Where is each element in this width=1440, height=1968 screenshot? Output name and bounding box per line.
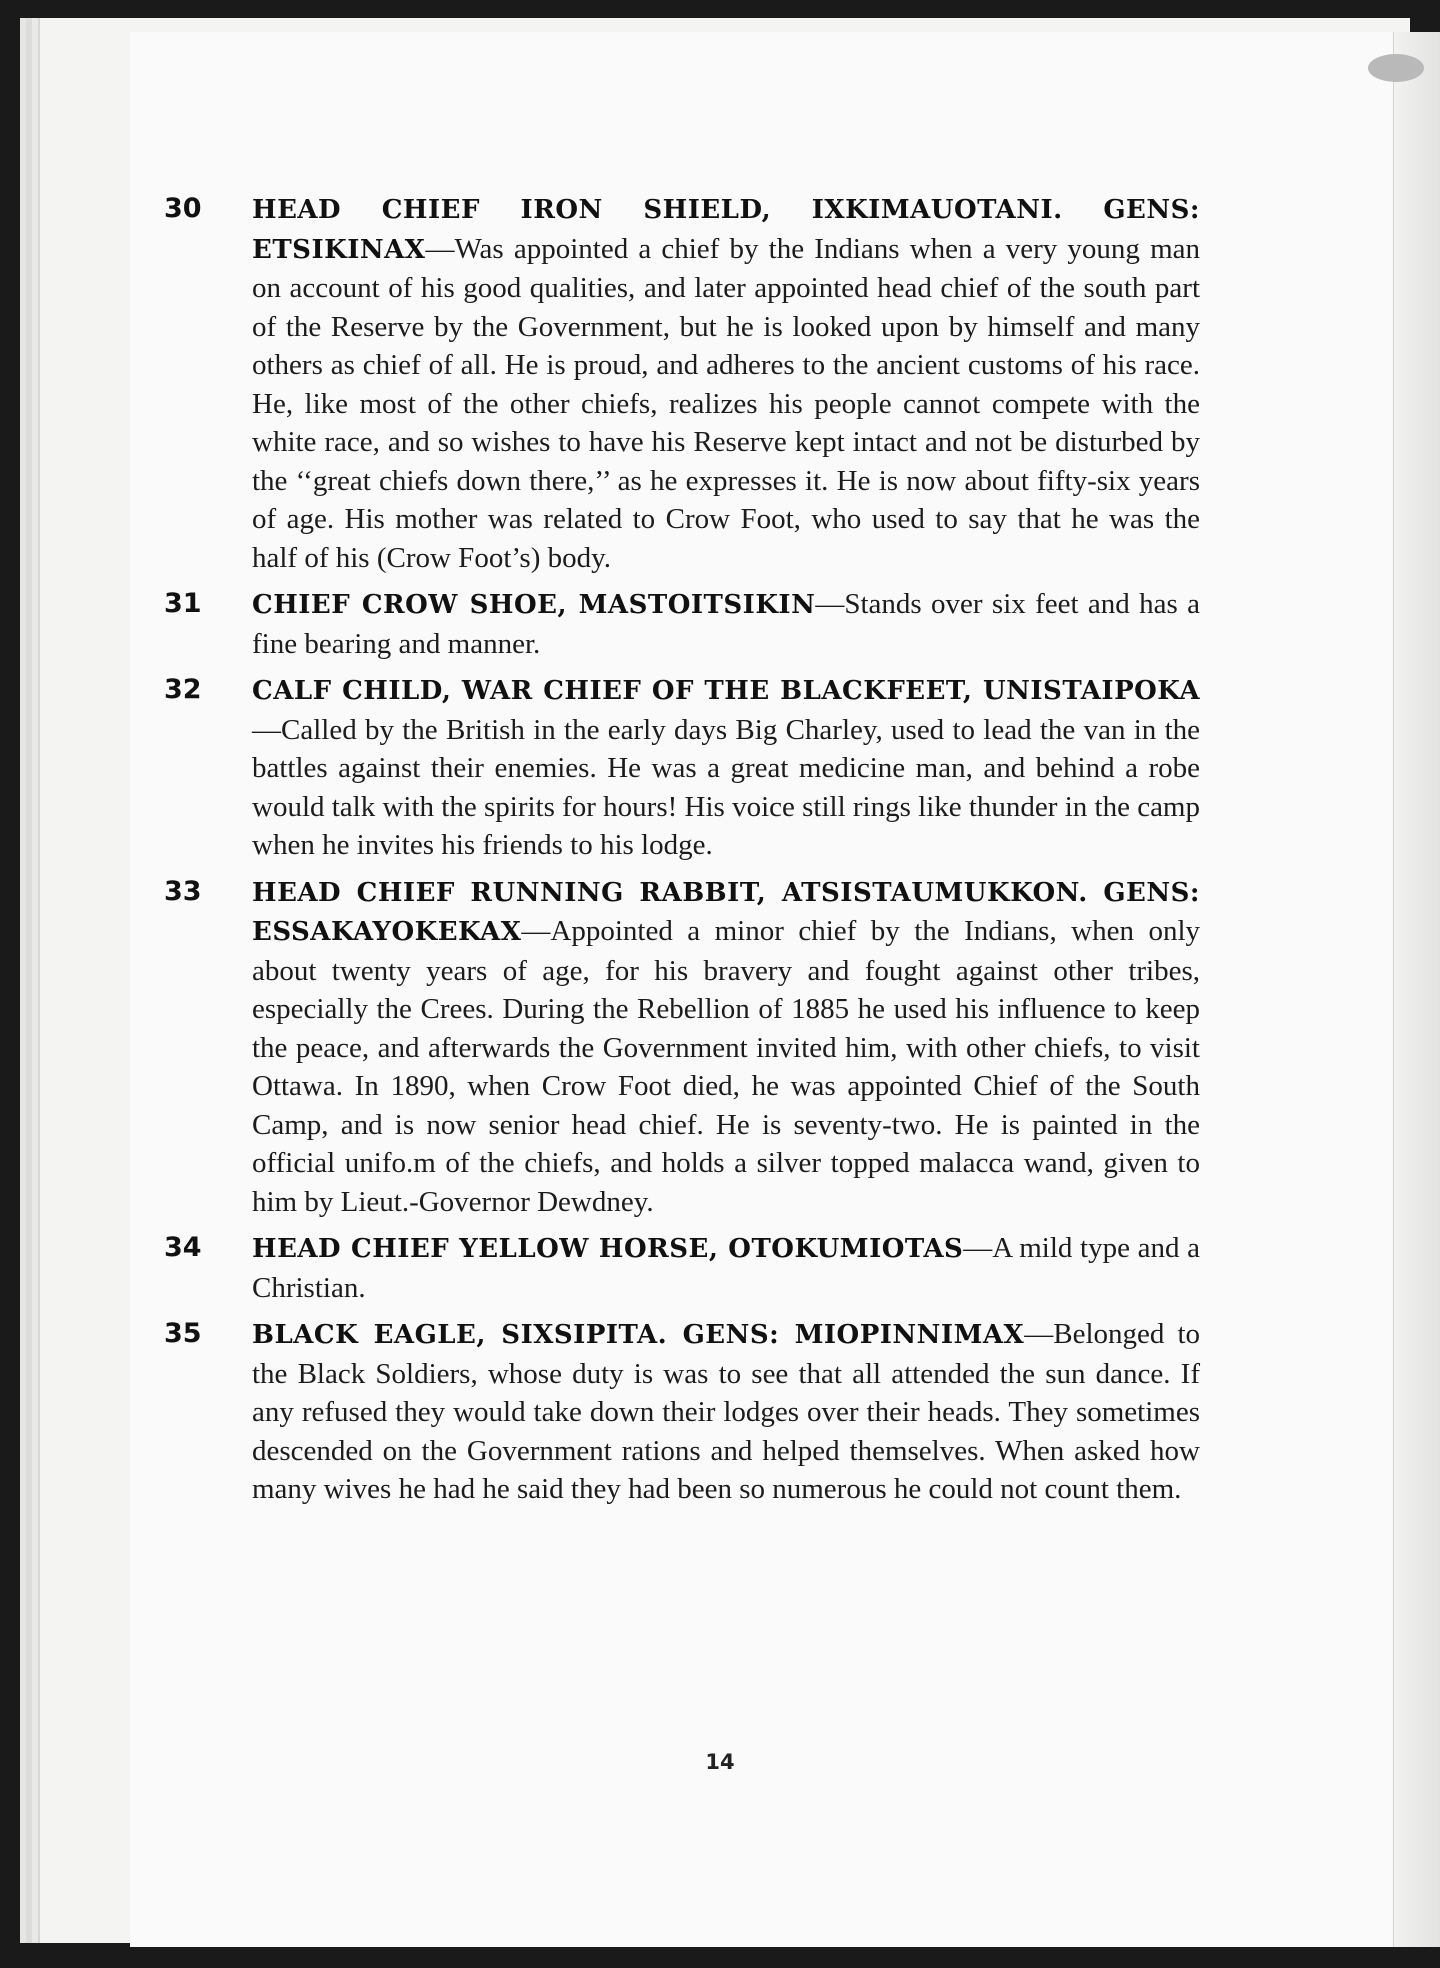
page-content [160,190,1200,1517]
entry-number: 35 [164,1318,202,1349]
entry-text: —A mild type and a Christian. [252,1232,1200,1304]
entry-number: 30 [164,193,202,224]
entry-heading: CHIEF CROW SHOE, MASTOITSIKIN [252,590,816,620]
entry-34 [160,1229,1200,1307]
entry-30 [160,190,1200,577]
entry-number: 34 [164,1232,202,1263]
page-number: 14 [705,1750,735,1774]
entry-32 [160,671,1200,865]
entry-text: —Appointed a minor chief by the Indians, when only about twenty years of age, for his bravery and fought against other tribes, especially the Crees. During the Rebellion of 1885 he used his influence to keep the peace, and afterwards the Government invited him, with other chiefs, to visit Ottawa. In 1890, when Crow Foot died, he was appointed Chief of the South Camp, and is now senior head chief. He is seventy-two. He is painted in the official unifo.m of the chiefs, and holds a silver topped malacca wand, given to him by Lieut.-Governor Dewdney. [252,915,1200,1218]
page-edge [1393,32,1440,1947]
thumb-smudge [1368,54,1424,82]
entry-heading: BLACK EAGLE, SIXSIPITA. GENS: MIOPINNIMAX [252,1320,1025,1350]
entry-text: —Called by the British in the early days Big Charley, used to lead the van in the battles against their enemies. He was a great medicine man, and behind a robe would talk with the spirits for hours! His voice still rings like thunder in the camp when he invites his friends to his lodge. [252,713,1200,861]
entry-heading: HEAD CHIEF YELLOW HORSE, OTOKUMIOTAS [252,1234,964,1264]
entry-number: 31 [164,588,202,619]
entry-31 [160,585,1200,663]
entry-number: 33 [164,875,202,907]
entry-text: —Belonged to the Black Soldiers, whose duty is was to see that all attended the sun dance. If any refused they would take down their lodges over their heads. They sometimes descended on the Government rations and helped themselves. When asked how many wives he had he said they had been so numerous he could not count them. [252,1318,1200,1505]
entry-35 [160,1315,1200,1509]
entry-33 [160,873,1200,1222]
entry-text: —Stands over six feet and has a fine bearing and manner. [252,588,1201,660]
entry-heading: CALF CHILD, WAR CHIEF OF THE BLACKFEET, UNISTAIPOKA [252,676,1200,706]
entry-heading: HEAD CHIEF RUNNING RABBIT, ATSISTAUMUKKON. GENS: ESSAKAYOKEKAX [252,877,1200,947]
entry-number: 32 [164,674,202,705]
entry-heading: HEAD CHIEF IRON SHIELD, IXKIMAUOTANI. GENS: ETSIKINAX [252,195,1200,265]
entry-text: —Was appointed a chief by the Indians when a very young man on account of his good qualities, and later appointed head chief of the south part of the Reserve by the Government, but he is looked upon by himself and many others as chief of all. He is proud, and adheres to the ancient customs of his race. He, like most of the other chiefs, realizes his people cannot compete with the white race, and so wishes to have his Reserve kept intact and not be disturbed by the ‘‘great chiefs down there,’’ as he expresses it. He is now about fifty-six years of age. His mother was related to Crow Foot, who used to say that he was the half of his (Crow Foot’s) body. [252,232,1200,574]
